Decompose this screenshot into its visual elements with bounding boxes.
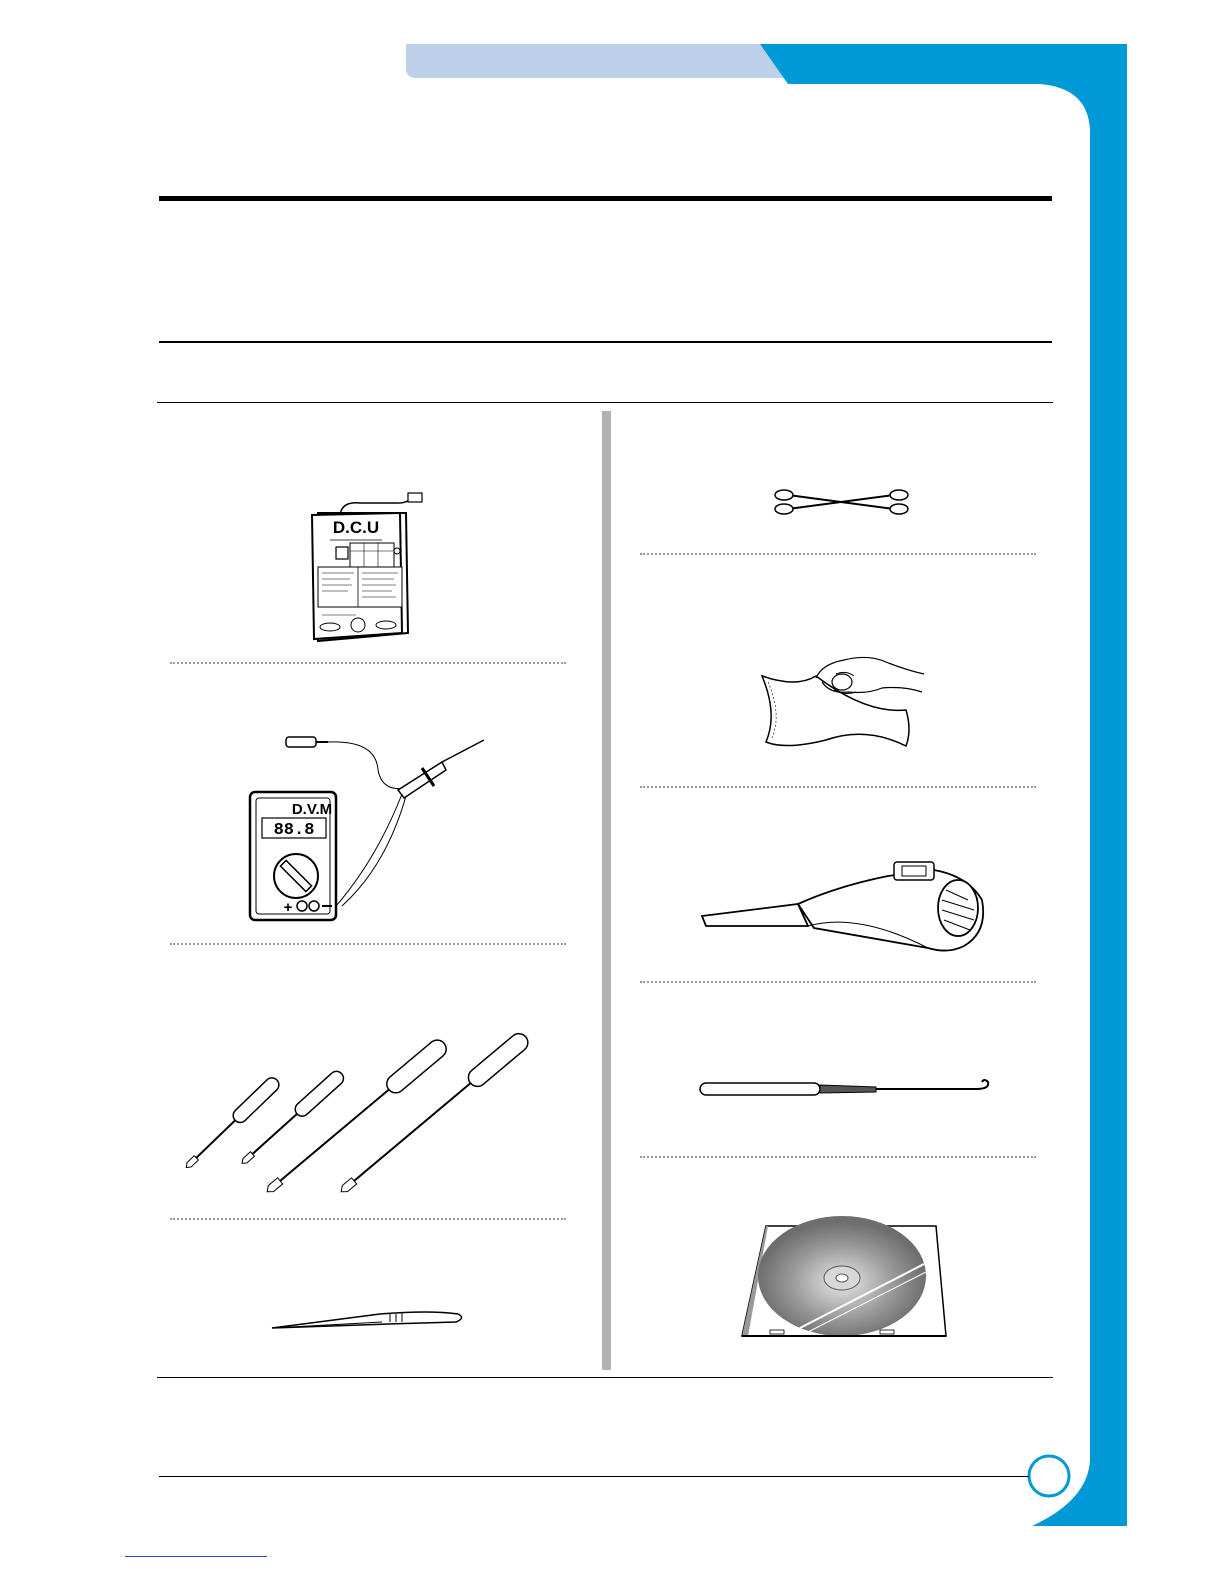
right-separator — [640, 1156, 1036, 1158]
screwdrivers-illustration — [182, 1040, 552, 1192]
right-separator — [640, 786, 1036, 788]
title-rule — [159, 196, 1052, 201]
table-bottom-rule — [157, 1377, 1053, 1378]
right-separator — [640, 981, 1036, 983]
cotton-swabs-illustration — [774, 488, 910, 516]
column-divider — [602, 411, 611, 1370]
left-separator — [170, 662, 566, 664]
page-number-circle — [1029, 1456, 1069, 1496]
cd-illustration — [740, 1224, 954, 1340]
left-separator — [170, 943, 566, 945]
dcu-illustration — [300, 493, 420, 645]
footer-rule — [159, 1476, 1029, 1477]
tweezers-illustration — [270, 1308, 466, 1334]
dcu-label: D.C.U — [332, 518, 380, 537]
vacuum-illustration — [698, 856, 990, 956]
spring-hook-illustration — [698, 1078, 996, 1104]
header-tab — [406, 44, 788, 78]
dvm-display: 88.8 — [273, 821, 315, 840]
table-top-rule — [157, 402, 1053, 403]
section-rule — [159, 341, 1052, 343]
dvm-label: D.V.M — [291, 801, 333, 818]
right-separator — [640, 553, 1036, 555]
svg-text:+: + — [283, 899, 293, 916]
left-separator — [170, 1218, 566, 1220]
bottom-link-underline — [125, 1556, 267, 1557]
cleaning-cloth-illustration — [756, 654, 928, 752]
dvm-illustration — [246, 730, 494, 924]
